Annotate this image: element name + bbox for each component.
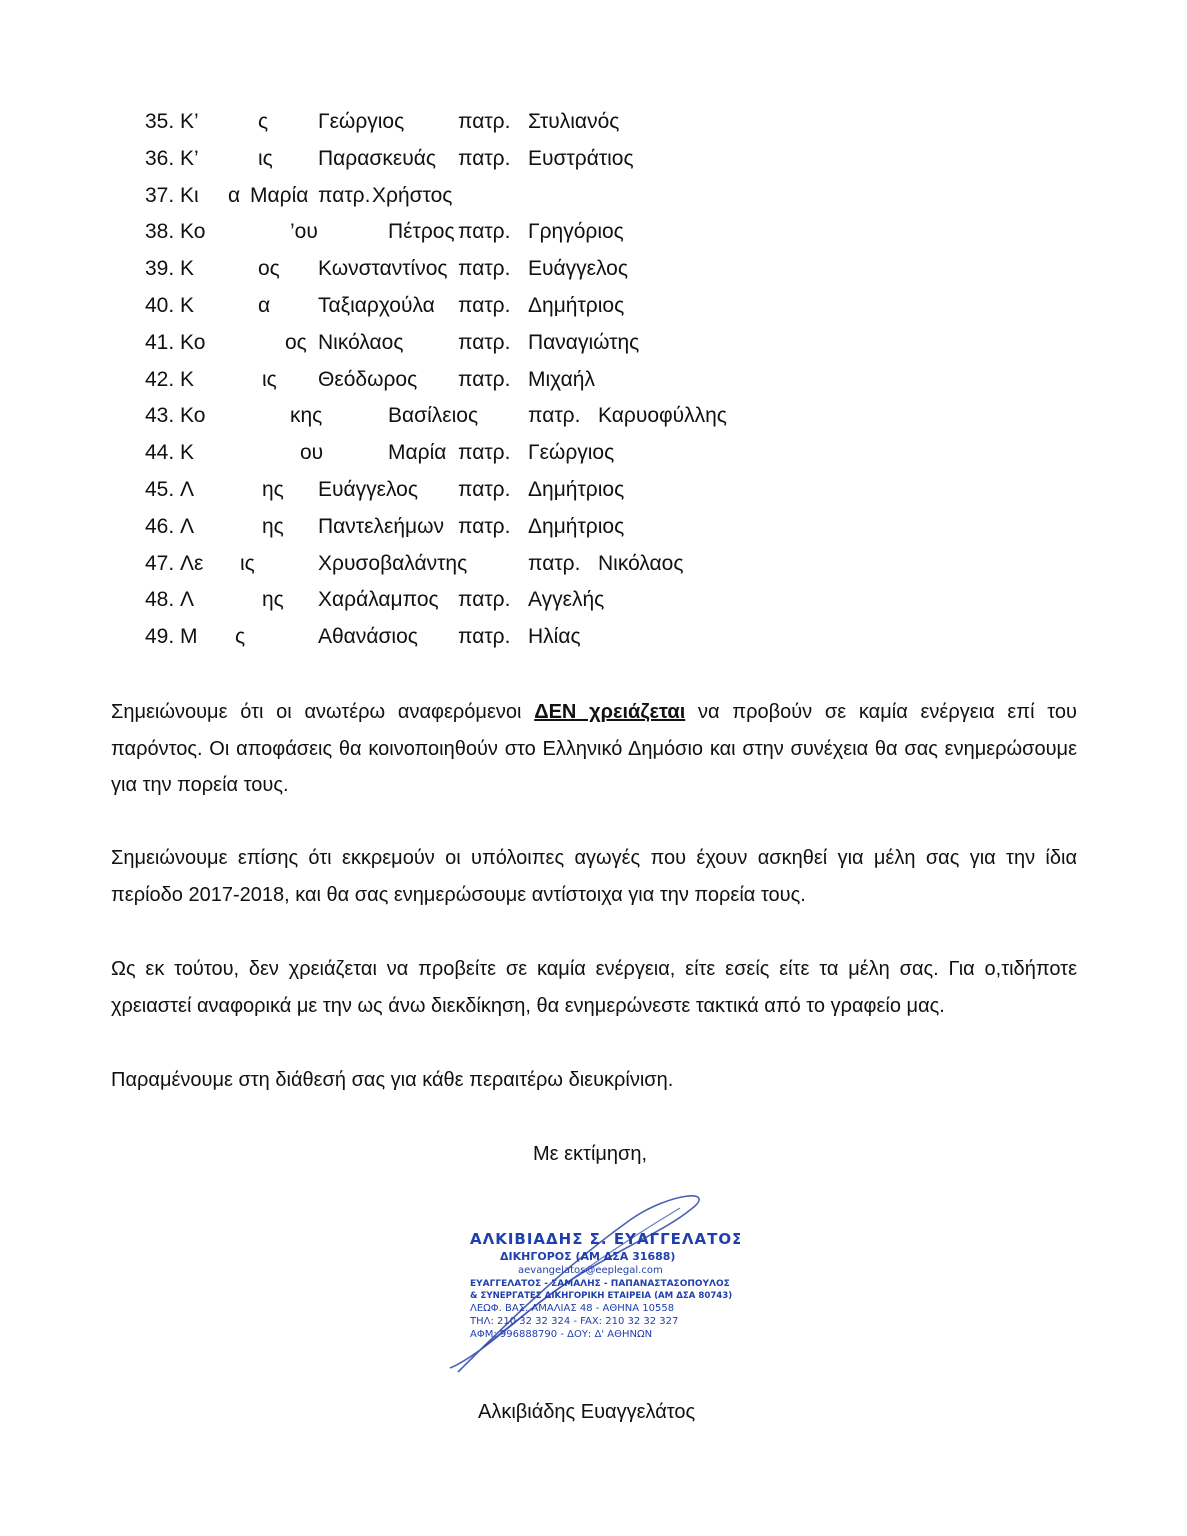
- list-item-father-name: Ευστράτιος: [528, 146, 634, 170]
- list-item-first-name: Κωνσταντίνος: [318, 257, 448, 281]
- list-item-patronymic-label: πατρ.: [458, 220, 511, 244]
- stamp-firm-line-2: & ΣΥΝΕΡΓΑΤΕΣ ΔΙΚΗΓΟΡΙΚΗ ΕΤΑΙΡΕΙΑ (ΑΜ ΔΣΑ 80743): [470, 1291, 733, 1301]
- stamp-title: ΔΙΚΗΓΟΡΟΣ (ΑΜ ΔΣΑ 31688): [500, 1250, 676, 1263]
- list-item-first-name: Βασίλειος: [388, 404, 479, 428]
- stamp-phone: ΤΗΛ: 210 32 32 324 - FAX: 210 32 32 327: [470, 1316, 679, 1327]
- list-item-first-name: Αθανάσιος: [318, 625, 418, 649]
- stamp-name: ΑΛΚΙΒΙΑΔΗΣ Σ. ΕΥΑΓΓΕΛΑΤΟΣ: [470, 1230, 740, 1248]
- list-item-father-name: Γρηγόριος: [528, 220, 624, 244]
- list-item-number: 36.: [145, 146, 175, 170]
- signer-name: Αλκιβιάδης Ευαγγελάτος: [478, 1401, 696, 1423]
- list-item: [0, 546, 1187, 583]
- list-item-number: 46.: [145, 514, 175, 538]
- list-item-number: 37.: [145, 183, 175, 207]
- paragraph-text: να προβούν σε καμία ενέργεια επί του παρόντος. Οι αποφάσεις θα κοινοποιηθούν στο Ελληνικό Δημόσιο και στην συνέχεια θα σας ενημερώσουμε για την πορεία τους.: [111, 701, 1077, 796]
- list-item-first-name: Χρυσοβαλάντης: [318, 551, 468, 575]
- list-item-surname-tail: ις: [258, 146, 273, 170]
- list-item-patronymic-label: πατρ.: [528, 551, 581, 575]
- list-item-first-name: Παντελεήμων: [318, 514, 444, 538]
- list-item-father-name: Δημήτριος: [528, 293, 625, 317]
- closing-salutation: Με εκτίμηση,: [533, 1143, 648, 1165]
- list-item-father-name: Παναγιώτης: [528, 330, 640, 354]
- list-item-patronymic-label: πατρ.: [458, 146, 511, 170]
- list-item-surname-tail: α: [258, 293, 271, 317]
- list-item-surname-tail: α: [228, 183, 241, 207]
- list-item-patronymic-label: πατρ.: [528, 404, 581, 428]
- list-item-number: 47.: [145, 551, 175, 575]
- list-item: [0, 251, 1187, 288]
- list-item-surname: Κι: [180, 183, 199, 207]
- list-item-surname: Λε: [180, 551, 204, 575]
- stamp-email: aevangelatos@eeplegal.com: [518, 1265, 663, 1276]
- list-item-surname: Λ: [180, 588, 195, 612]
- list-item-surname-tail: ς: [235, 625, 246, 649]
- list-item-first-name: Πέτρος: [388, 220, 455, 244]
- list-item-number: 45.: [145, 477, 175, 501]
- list-item: [0, 398, 1187, 435]
- list-item-number: 35.: [145, 110, 175, 133]
- list-item-surname-tail: ος: [285, 330, 307, 354]
- list-item-number: 40.: [145, 293, 175, 317]
- list-item-first-name: Χαράλαμπος: [318, 588, 439, 612]
- list-item-surname: Κο: [180, 330, 206, 354]
- list-item: [0, 141, 1187, 178]
- list-item-patronymic-label: πατρ.: [458, 110, 511, 133]
- list-item-first-name: Γεώργιος: [318, 110, 405, 133]
- list-item: [0, 619, 1187, 656]
- list-item-surname-tail: ις: [240, 551, 255, 575]
- list-item: [0, 325, 1187, 362]
- list-item: [0, 362, 1187, 399]
- list-item-surname-tail: ς: [258, 110, 269, 133]
- list-item-father-name: Γεώργιος: [528, 441, 615, 465]
- list-item-father-name: Στυλιανός: [528, 110, 620, 133]
- list-item: [0, 178, 1187, 215]
- list-item-patronymic-label: πατρ.: [458, 477, 511, 501]
- list-item-surname: Κ: [180, 293, 195, 317]
- list-item-patronymic-label: πατρ.: [458, 588, 511, 612]
- list-item-number: 48.: [145, 588, 175, 612]
- paragraph-text: Σημειώνουμε ότι οι ανωτέρω αναφερόμενοι: [111, 701, 535, 723]
- list-item-surname-tail: κης: [290, 404, 323, 428]
- list-item-number: 42.: [145, 367, 175, 391]
- list-item-number: 49.: [145, 625, 175, 649]
- list-item: [0, 582, 1187, 619]
- list-item-father-name: Ευάγγελος: [528, 257, 628, 281]
- list-item: [0, 288, 1187, 325]
- list-item-surname: Κ: [180, 257, 195, 281]
- list-item-surname: Κ: [180, 441, 195, 465]
- list-item-father-name: Καρυοφύλλης: [598, 404, 727, 428]
- lawyer-stamp: [440, 1180, 740, 1380]
- paragraph-no-action-needed: [111, 694, 1077, 804]
- list-item-first-name: Νικόλαος: [318, 330, 404, 354]
- list-item-patronymic-label: πατρ.: [458, 330, 511, 354]
- list-item-first-name: Μαρία: [250, 183, 309, 207]
- list-item-surname: Κο: [180, 220, 206, 244]
- paragraph-availability: Παραμένουμε στη διάθεσή σας για κάθε περαιτέρω διευκρίνιση.: [111, 1069, 674, 1091]
- list-item: [0, 435, 1187, 472]
- list-item-father-name: Ηλίας: [528, 625, 581, 649]
- list-item-surname-tail: ης: [262, 514, 284, 538]
- list-item-surname: Κ’: [180, 146, 199, 170]
- list-item-number: 43.: [145, 404, 175, 428]
- stamp-signature-graphic: [440, 1180, 740, 1380]
- list-item-first-name: Μαρία: [388, 441, 447, 465]
- list-item-patronymic-label: πατρ.: [458, 367, 511, 391]
- list-item-number: 44.: [145, 441, 175, 465]
- paragraph-no-action-members: Ως εκ τούτου, δεν χρειάζεται να προβείτε σε καμία ενέργεια, είτε εσείς είτε τα μέλη σας. Για ο,τιδήποτε χρειαστεί αναφορικά με την ως άνω διεκδίκηση, θα ενημερώνεστε τακτικά από το γραφείο μας.: [111, 958, 1077, 1017]
- list-item-first-name: Παρασκευάς: [318, 146, 436, 170]
- list-item-number: 41.: [145, 330, 175, 354]
- stamp-tax: ΑΦΜ: 996888790 - ΔΟΥ: Δ' ΑΘΗΝΩΝ: [470, 1329, 653, 1340]
- list-item-surname-tail: ος: [258, 257, 280, 281]
- list-item-patronymic-label: πατρ.: [458, 441, 511, 465]
- list-item-surname: Κ’: [180, 110, 199, 133]
- list-item-patronymic-label: πατρ.: [458, 514, 511, 538]
- list-item-father-name: Μιχαήλ: [528, 367, 595, 391]
- list-item-surname-tail: ης: [262, 588, 284, 612]
- list-item-surname-tail: ις: [262, 367, 277, 391]
- list-item-number: 38.: [145, 220, 175, 244]
- list-item-first-name: Θεόδωρος: [318, 367, 418, 391]
- list-item-first-name: Ταξιαρχούλα: [318, 293, 435, 317]
- list-item-patronymic-label: πατρ.: [318, 183, 371, 207]
- list-item-surname: Μ: [180, 625, 198, 649]
- list-item-father-name: Νικόλαος: [598, 551, 684, 575]
- list-item-patronymic-label: πατρ.: [458, 293, 511, 317]
- list-item-surname-tail: ου: [300, 441, 324, 465]
- list-item-surname: Λ: [180, 514, 195, 538]
- list-item: [0, 472, 1187, 509]
- stamp-firm-line-1: ΕΥΑΓΓΕΛΑΤΟΣ - ΣΑΜΑΛΗΣ - ΠΑΠΑΝΑΣΤΑΣΟΠΟΥΛΟΣ: [470, 1279, 730, 1289]
- list-item-surname-tail: ης: [262, 477, 284, 501]
- list-item-surname: Κ: [180, 367, 195, 391]
- list-item-number: 39.: [145, 257, 175, 281]
- list-item-patronymic-label: πατρ.: [458, 625, 511, 649]
- list-item: [0, 104, 1187, 141]
- list-item: [0, 509, 1187, 546]
- names-list: [0, 104, 1187, 656]
- list-item-father-name: Χρήστος: [372, 183, 453, 207]
- list-item-father-name: Αγγελής: [528, 588, 605, 612]
- list-item-surname-tail: ’ου: [290, 220, 318, 244]
- list-item-father-name: Δημήτριος: [528, 477, 625, 501]
- list-item-patronymic-label: πατρ.: [458, 257, 511, 281]
- paragraph-pending-lawsuits: Σημειώνουμε επίσης ότι εκκρεμούν οι υπόλοιπες αγωγές που έχουν ασκηθεί για μέλη σας για την ίδια περίοδο 2017-2018, και θα σας ενημερώσουμε αντίστοιχα για την πορεία τους.: [111, 847, 1077, 906]
- emphasis-text: ΔΕΝ χρειάζεται: [534, 701, 686, 723]
- list-item-surname: Λ: [180, 477, 195, 501]
- list-item: [0, 214, 1187, 251]
- stamp-address: ΛΕΩΦ. ΒΑΣ. ΑΜΑΛΙΑΣ 48 - ΑΘΗΝΑ 10558: [470, 1303, 675, 1314]
- list-item-father-name: Δημήτριος: [528, 514, 625, 538]
- list-item-first-name: Ευάγγελος: [318, 477, 418, 501]
- list-item-surname: Κο: [180, 404, 206, 428]
